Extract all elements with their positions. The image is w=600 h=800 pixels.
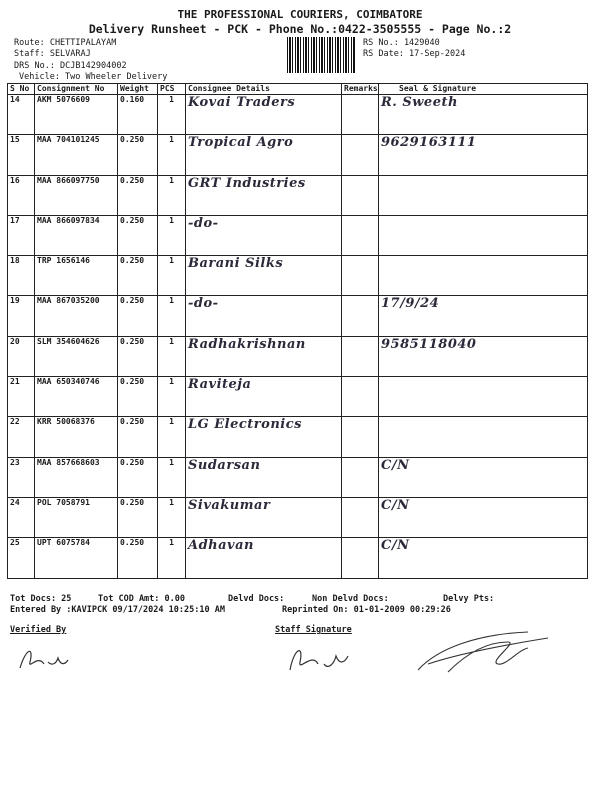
- row-remarks: [342, 256, 379, 296]
- total-docs: Tot Docs: 25: [10, 594, 72, 604]
- row-weight: 0.250: [118, 417, 158, 457]
- row-remarks: [342, 215, 379, 255]
- col-consignee: Consignee Details: [186, 84, 342, 95]
- row-consignment: MAA 867035200: [35, 296, 118, 336]
- row-consignment: AKM 5076609: [35, 95, 118, 135]
- row-remarks: [342, 95, 379, 135]
- col-sno: S No: [8, 84, 35, 95]
- runsheet-title: Delivery Runsheet - PCK - Phone No.:0422-3505555 - Page No.:2: [88, 22, 512, 36]
- row-sno: 14: [8, 95, 35, 135]
- row-weight: 0.250: [118, 175, 158, 215]
- row-weight: 0.250: [118, 457, 158, 497]
- row-weight: 0.250: [118, 538, 158, 578]
- row-consignee: Sudarsan: [186, 457, 342, 497]
- row-sno: 18: [8, 256, 35, 296]
- drs-number: DRS No.: DCJB142904002: [14, 61, 127, 71]
- row-pcs: 1: [158, 377, 186, 417]
- rs-date: RS Date: 17-Sep-2024: [363, 49, 466, 59]
- table-header-row: [8, 84, 588, 95]
- col-weight: Weight: [118, 84, 158, 95]
- row-consignee: Sivakumar: [186, 497, 342, 537]
- verified-by-label: Verified By: [10, 625, 67, 635]
- row-consignee: Raviteja: [186, 377, 342, 417]
- row-sno: 17: [8, 215, 35, 255]
- table-row: [8, 135, 588, 175]
- row-remarks: [342, 336, 379, 376]
- row-pcs: 1: [158, 457, 186, 497]
- row-signature: C/N: [379, 497, 588, 537]
- table-row: [8, 336, 588, 376]
- row-weight: 0.250: [118, 377, 158, 417]
- col-seal: Seal & Signature: [379, 84, 588, 95]
- table-row: [8, 377, 588, 417]
- company-name: THE PROFESSIONAL COURIERS, COIMBATORE: [177, 8, 423, 21]
- row-consignee: Tropical Agro: [186, 135, 342, 175]
- row-pcs: 1: [158, 417, 186, 457]
- row-remarks: [342, 175, 379, 215]
- row-consignee: GRT Industries: [186, 175, 342, 215]
- row-sno: 16: [8, 175, 35, 215]
- row-sno: 25: [8, 538, 35, 578]
- row-signature: R. Sweeth: [379, 95, 588, 135]
- table-row: [8, 538, 588, 578]
- row-weight: 0.250: [118, 215, 158, 255]
- row-weight: 0.250: [118, 296, 158, 336]
- delivered-docs: Delvd Docs:: [228, 594, 285, 604]
- entered-by: Entered By :KAVIPCK 09/17/2024 10:25:10 AM: [10, 605, 225, 615]
- row-pcs: 1: [158, 296, 186, 336]
- row-pcs: 1: [158, 497, 186, 537]
- table-row: [8, 457, 588, 497]
- row-remarks: [342, 296, 379, 336]
- col-consignment: Consignment No: [35, 84, 118, 95]
- row-consignment: SLM 354604626: [35, 336, 118, 376]
- row-signature: [379, 417, 588, 457]
- row-pcs: 1: [158, 135, 186, 175]
- row-consignee: Barani Silks: [186, 256, 342, 296]
- col-pcs: PCS: [158, 84, 186, 95]
- row-signature: [379, 256, 588, 296]
- row-consignment: POL 7058791: [35, 497, 118, 537]
- delivery-points: Delvy Pts:: [443, 594, 495, 604]
- table-row: [8, 417, 588, 457]
- barcode: [287, 37, 355, 73]
- row-signature: [379, 175, 588, 215]
- staff-signature-label: Staff Signature: [275, 625, 352, 635]
- row-consignee: -do-: [186, 296, 342, 336]
- row-weight: 0.250: [118, 497, 158, 537]
- row-consignment: MAA 866097750: [35, 175, 118, 215]
- runsheet-table: [7, 83, 588, 579]
- row-sno: 23: [8, 457, 35, 497]
- staff-label: Staff: SELVARAJ: [14, 49, 91, 59]
- row-remarks: [342, 377, 379, 417]
- table-row: [8, 95, 588, 135]
- table-row: [8, 175, 588, 215]
- row-signature: C/N: [379, 457, 588, 497]
- vehicle-label: Vehicle: Two Wheeler Delivery: [19, 72, 168, 82]
- table-row: [8, 215, 588, 255]
- row-pcs: 1: [158, 256, 186, 296]
- row-remarks: [342, 497, 379, 537]
- row-consignment: UPT 6075784: [35, 538, 118, 578]
- row-sno: 21: [8, 377, 35, 417]
- row-pcs: 1: [158, 95, 186, 135]
- row-sno: 20: [8, 336, 35, 376]
- row-weight: 0.250: [118, 135, 158, 175]
- row-consignment: MAA 857668603: [35, 457, 118, 497]
- row-weight: 0.250: [118, 256, 158, 296]
- row-signature: C/N: [379, 538, 588, 578]
- row-weight: 0.160: [118, 95, 158, 135]
- row-consignment: KRR 50068376: [35, 417, 118, 457]
- row-sno: 22: [8, 417, 35, 457]
- row-consignment: MAA 866097834: [35, 215, 118, 255]
- row-consignee: LG Electronics: [186, 417, 342, 457]
- row-consignment: MAA 650340746: [35, 377, 118, 417]
- rs-number: RS No.: 1429040: [363, 38, 440, 48]
- row-signature: 9585118040: [379, 336, 588, 376]
- total-cod: Tot COD Amt: 0.00: [98, 594, 185, 604]
- row-consignment: TRP 1656146: [35, 256, 118, 296]
- row-pcs: 1: [158, 336, 186, 376]
- row-weight: 0.250: [118, 336, 158, 376]
- row-remarks: [342, 457, 379, 497]
- row-remarks: [342, 417, 379, 457]
- table-row: [8, 256, 588, 296]
- row-consignee: Radhakrishnan: [186, 336, 342, 376]
- col-remarks: Remarks: [342, 84, 379, 95]
- row-remarks: [342, 538, 379, 578]
- row-consignment: MAA 704101245: [35, 135, 118, 175]
- row-sno: 15: [8, 135, 35, 175]
- row-pcs: 1: [158, 538, 186, 578]
- route-label: Route: CHETTIPALAYAM: [14, 38, 117, 48]
- table-row: [8, 497, 588, 537]
- reprinted-on: Reprinted On: 01-01-2009 00:29:26: [282, 605, 451, 615]
- row-signature: [379, 377, 588, 417]
- row-pcs: 1: [158, 215, 186, 255]
- row-signature: [379, 215, 588, 255]
- non-delivered-docs: Non Delvd Docs:: [312, 594, 389, 604]
- row-consignee: Adhavan: [186, 538, 342, 578]
- row-consignee: -do-: [186, 215, 342, 255]
- row-sno: 19: [8, 296, 35, 336]
- row-signature: 9629163111: [379, 135, 588, 175]
- footer-signatures: [8, 628, 568, 676]
- row-consignee: Kovai Traders: [186, 95, 342, 135]
- row-pcs: 1: [158, 175, 186, 215]
- row-remarks: [342, 135, 379, 175]
- table-row: [8, 296, 588, 336]
- row-signature: 17/9/24: [379, 296, 588, 336]
- row-sno: 24: [8, 497, 35, 537]
